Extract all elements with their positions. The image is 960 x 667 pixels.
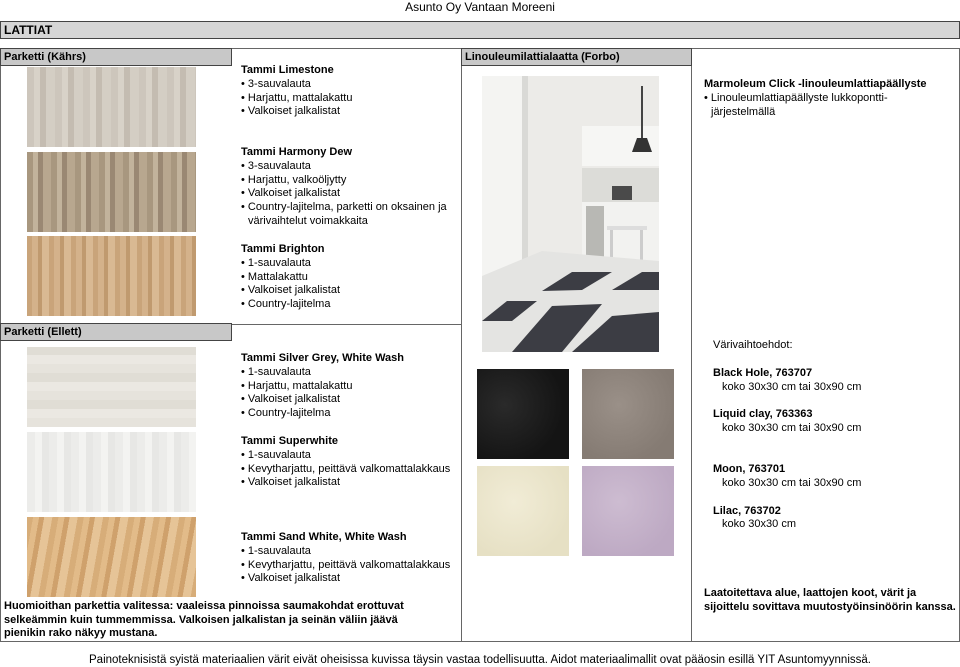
color-name: Black Hole, 763707 (713, 366, 813, 379)
parquet-note: Huomioithan parkettia valitessa: vaaleissa pinnoissa saumakohdat erottuvat selkeämmin kuin tummemmissa. Valkoisen jalkalistan ja seinän väliin jäävä pienikin rako näkyy mustana. (4, 600, 404, 640)
product-detail: • 1-sauvalauta (241, 449, 450, 463)
product-detail: • 1-sauvalauta (241, 366, 404, 380)
color-name: Liquid clay, 763363 (713, 408, 813, 421)
color-options (713, 339, 861, 532)
swatch-tammi-sand-white (27, 517, 196, 597)
color-options-heading: Värivaihtoehdot: (713, 339, 793, 351)
product-detail: • Valkoiset jalkalistat (241, 105, 352, 119)
product-tammi-sand-white (241, 531, 450, 586)
product-name: Tammi Superwhite (241, 435, 338, 447)
color-black-hole (713, 367, 861, 395)
kitchen-interior-photo (482, 76, 659, 352)
swatch-tammi-brighton (27, 236, 196, 316)
product-detail: • Valkoiset jalkalistat (241, 284, 340, 298)
product-tammi-harmony-dew (241, 146, 447, 229)
tile-liquid-clay (582, 369, 674, 459)
product-detail: • Mattalakattu (241, 271, 340, 285)
product-marmoleum (704, 78, 927, 119)
swatch-tammi-harmony-dew (27, 152, 196, 232)
product-detail: • Valkoiset jalkalistat (241, 476, 450, 490)
product-detail: • Kevytharjattu, peittävä valkomattalakkaus (241, 559, 450, 573)
product-detail: • 3-sauvalauta (241, 78, 352, 92)
swatch-tammi-superwhite (27, 432, 196, 512)
product-detail: • Valkoiset jalkalistat (241, 393, 404, 407)
product-detail: värivaihtelut voimakkaita (248, 214, 368, 227)
product-tammi-silver-grey (241, 352, 404, 421)
section-header-kahrs: Parketti (Kährs) (0, 48, 232, 66)
product-detail: • Country-lajitelma, parketti on oksainen ja (241, 201, 447, 215)
section-header-ellett: Parketti (Ellett) (0, 323, 232, 341)
color-name: Moon, 763701 (713, 462, 786, 475)
kitchen-illustration (482, 76, 659, 352)
product-detail: • Harjattu, mattalakattu (241, 380, 404, 394)
color-lilac (713, 505, 861, 533)
product-detail: • 1-sauvalauta (241, 545, 450, 559)
section-header-lattiat: LATTIAT (0, 21, 960, 39)
product-detail: • Country-lajitelma (241, 298, 340, 312)
tile-moon (477, 466, 569, 556)
linoleum-note: Laatoitettava alue, laattojen koot, värit ja sijoittelu sovittava muutostyöinsinöörin kanssa. (704, 587, 956, 613)
product-name: Tammi Silver Grey, White Wash (241, 352, 405, 364)
product-detail: • Harjattu, mattalakattu (241, 92, 352, 106)
product-detail: järjestelmällä (711, 105, 776, 118)
product-name: Tammi Sand White, White Wash (241, 531, 407, 543)
product-detail: • Kevytharjattu, peittävä valkomattalakkaus (241, 463, 450, 477)
swatch-tammi-limestone (27, 67, 196, 147)
divider (461, 48, 462, 642)
product-detail: • Valkoiset jalkalistat (241, 572, 450, 586)
color-name: Lilac, 763702 (713, 504, 781, 517)
product-detail: • 1-sauvalauta (241, 257, 340, 271)
product-detail: • 3-sauvalauta (241, 160, 447, 174)
color-moon (713, 463, 861, 491)
product-name: Marmoleum Click -linouleumlattiapäällyste (704, 78, 927, 90)
product-detail: • Country-lajitelma (241, 407, 404, 421)
tile-lilac (582, 466, 674, 556)
section-header-linoleum: Linouleumilattialaatta (Forbo) (461, 48, 692, 66)
footer-disclaimer: Painoteknisistä syistä materiaalien värit eivät oheisissa kuvissa täysin vastaa todellisuutta. Aidot materiaalimallit ovat pääosin esillä YIT Asuntomyynnissä. (89, 654, 871, 666)
product-name: Tammi Harmony Dew (241, 146, 353, 158)
color-size: koko 30x30 cm tai 30x90 cm (722, 422, 862, 435)
swatch-tammi-silver-grey (27, 347, 196, 427)
product-tammi-superwhite (241, 435, 450, 490)
color-size: koko 30x30 cm (722, 518, 796, 531)
product-detail: • Linouleumlattiapäällyste lukkopontti- (704, 92, 927, 106)
product-name: Tammi Brighton (241, 243, 325, 255)
color-size: koko 30x30 cm tai 30x90 cm (722, 380, 862, 393)
product-detail: • Harjattu, valkoöljytty (241, 174, 447, 188)
tile-black-hole (477, 369, 569, 459)
divider (691, 48, 692, 642)
product-detail: • Valkoiset jalkalistat (241, 187, 447, 201)
page-title: Asunto Oy Vantaan Moreeni (405, 0, 555, 14)
color-size: koko 30x30 cm tai 30x90 cm (722, 476, 862, 489)
product-tammi-limestone (241, 64, 352, 119)
product-name: Tammi Limestone (241, 64, 334, 76)
color-liquid-clay (713, 408, 861, 436)
product-tammi-brighton (241, 243, 340, 312)
